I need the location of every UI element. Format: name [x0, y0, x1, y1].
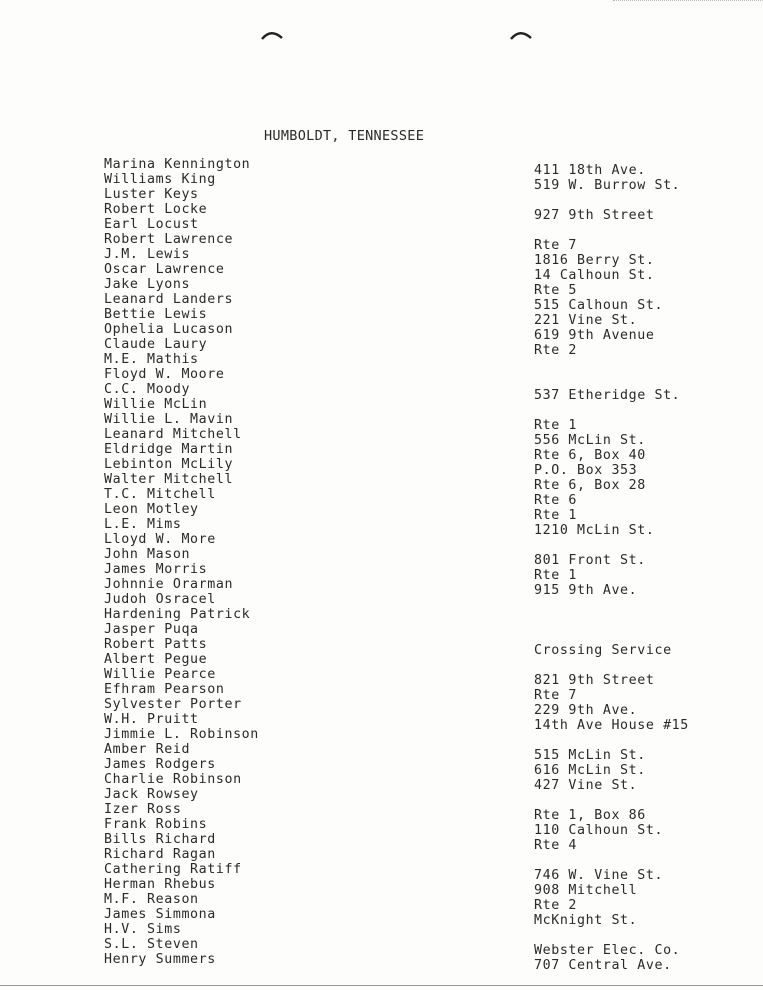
address-entry: Rte 1 — [534, 418, 578, 433]
address-entry: 537 Etheridge St. — [534, 388, 681, 403]
name-entry: James Rodgers — [104, 757, 216, 772]
address-entry: Rte 7 — [534, 238, 578, 253]
address-entry: 1816 Berry St. — [534, 253, 655, 268]
name-entry: Eldridge Martin — [104, 442, 234, 457]
name-entry: James Morris — [104, 562, 208, 577]
name-entry: Judoh Osracel — [104, 592, 216, 607]
name-entry: Robert Locke — [104, 202, 208, 217]
address-entry: Rte 5 — [534, 283, 578, 298]
name-entry: Claude Laury — [104, 337, 208, 352]
name-entry: M.F. Reason — [104, 892, 199, 907]
punch-hole-left-icon — [261, 30, 281, 40]
address-entry: 427 Vine St. — [534, 778, 638, 793]
address-entry: Rte 6, Box 40 — [534, 448, 646, 463]
address-entry: Rte 6, Box 28 — [534, 478, 646, 493]
name-entry: M.E. Mathis — [104, 352, 199, 367]
name-entry: Robert Patts — [104, 637, 208, 652]
name-entry: James Simmona — [104, 907, 216, 922]
name-entry: H.V. Sims — [104, 922, 182, 937]
name-entry: Frank Robins — [104, 817, 208, 832]
address-entry — [534, 223, 759, 238]
name-entry: Charlie Robinson — [104, 772, 242, 787]
address-entry: 746 W. Vine St. — [534, 868, 664, 883]
name-entry: Willie L. Mavin — [104, 412, 234, 427]
name-entry: Luster Keys — [104, 187, 199, 202]
address-entry: 616 McLin St. — [534, 763, 646, 778]
name-entry: Henry Summers — [104, 952, 216, 967]
name-entry: John Mason — [104, 547, 191, 562]
page-title: HUMBOLDT, TENNESSEE — [264, 128, 425, 144]
bottom-edge-line — [0, 985, 763, 987]
address-entry: Rte 1 — [534, 568, 578, 583]
address-entry — [534, 193, 759, 208]
name-entry: Robert Lawrence — [104, 232, 234, 247]
address-entry — [534, 793, 759, 808]
address-entry: 411 18th Ave. — [534, 163, 646, 178]
name-entry: Earl Locust — [104, 217, 199, 232]
address-entry: Rte 7 — [534, 688, 578, 703]
name-entry: Oscar Lawrence — [104, 262, 225, 277]
name-entry: Izer Ross — [104, 802, 182, 817]
name-entry: Herman Rhebus — [104, 877, 216, 892]
name-entry: Johnnie Orarman — [104, 577, 234, 592]
name-entry: Amber Reid — [104, 742, 191, 757]
name-entry: Richard Ragan — [104, 847, 216, 862]
address-entry: Rte 6 — [534, 493, 578, 508]
address-entry — [534, 613, 759, 628]
name-entry: Jasper Puqa — [104, 622, 199, 637]
address-entry — [534, 658, 759, 673]
address-entry: 619 9th Avenue — [534, 328, 655, 343]
name-entry: J.M. Lewis — [104, 247, 191, 262]
address-entry — [534, 628, 759, 643]
address-entry: 801 Front St. — [534, 553, 646, 568]
name-entry: S.L. Steven — [104, 937, 199, 952]
address-entry — [534, 853, 759, 868]
name-entry: Lloyd W. More — [104, 532, 216, 547]
address-entry: 519 W. Burrow St. — [534, 178, 681, 193]
names-column — [104, 157, 364, 967]
address-entry: 14th Ave House #15 — [534, 718, 689, 733]
name-entry: Cathering Ratiff — [104, 862, 242, 877]
address-entry: Rte 2 — [534, 343, 578, 358]
name-entry: Bills Richard — [104, 832, 216, 847]
name-entry: Leanard Landers — [104, 292, 234, 307]
address-entry: 229 9th Ave. — [534, 703, 638, 718]
address-entry — [534, 598, 759, 613]
address-entry — [534, 373, 759, 388]
address-entry: 915 9th Ave. — [534, 583, 638, 598]
name-entry: Leon Motley — [104, 502, 199, 517]
address-entry: 821 9th Street — [534, 673, 655, 688]
address-entry — [534, 403, 759, 418]
address-entry — [534, 928, 759, 943]
name-entry: C.C. Moody — [104, 382, 191, 397]
name-entry: Efhram Pearson — [104, 682, 225, 697]
name-entry: Lebinton McLily — [104, 457, 234, 472]
name-entry: L.E. Mims — [104, 517, 182, 532]
address-entry: 515 McLin St. — [534, 748, 646, 763]
address-entry: Rte 1, Box 86 — [534, 808, 646, 823]
address-entry: 515 Calhoun St. — [534, 298, 664, 313]
address-entry: 908 Mitchell — [534, 883, 638, 898]
address-entry: P.O. Box 353 — [534, 463, 638, 478]
address-entry: 1210 McLin St. — [534, 523, 655, 538]
name-entry: Willie McLin — [104, 397, 208, 412]
name-entry: Hardening Patrick — [104, 607, 251, 622]
top-edge-mark — [613, 0, 763, 2]
address-entry: 14 Calhoun St. — [534, 268, 655, 283]
punch-hole-right-icon — [510, 30, 530, 40]
address-entry: Crossing Service — [534, 643, 672, 658]
address-entry: 110 Calhoun St. — [534, 823, 664, 838]
address-entry: Webster Elec. Co. — [534, 943, 681, 958]
address-entry: 221 Vine St. — [534, 313, 638, 328]
name-entry: Sylvester Porter — [104, 697, 242, 712]
name-entry: Jake Lyons — [104, 277, 191, 292]
name-entry: Albert Pegue — [104, 652, 208, 667]
address-entry: 556 McLin St. — [534, 433, 646, 448]
name-entry: W.H. Pruitt — [104, 712, 199, 727]
address-entry — [534, 358, 759, 373]
name-entry: Floyd W. Moore — [104, 367, 225, 382]
address-entry: 707 Central Ave. — [534, 958, 672, 973]
name-entry: Williams King — [104, 172, 216, 187]
address-entry: Rte 1 — [534, 508, 578, 523]
name-entry: Walter Mitchell — [104, 472, 234, 487]
name-entry: Jimmie L. Robinson — [104, 727, 259, 742]
address-entry: Rte 4 — [534, 838, 578, 853]
address-entry: McKnight St. — [534, 913, 638, 928]
name-entry: Ophelia Lucason — [104, 322, 234, 337]
name-entry: Jack Rowsey — [104, 787, 199, 802]
address-entry: Rte 2 — [534, 898, 578, 913]
address-entry: 927 9th Street — [534, 208, 655, 223]
name-entry: Willie Pearce — [104, 667, 216, 682]
name-entry: Bettie Lewis — [104, 307, 208, 322]
address-entry — [534, 538, 759, 553]
addresses-column — [534, 163, 759, 973]
name-entry: Leanard Mitchell — [104, 427, 242, 442]
name-entry: Marina Kennington — [104, 157, 251, 172]
address-entry — [534, 733, 759, 748]
name-entry: T.C. Mitchell — [104, 487, 216, 502]
